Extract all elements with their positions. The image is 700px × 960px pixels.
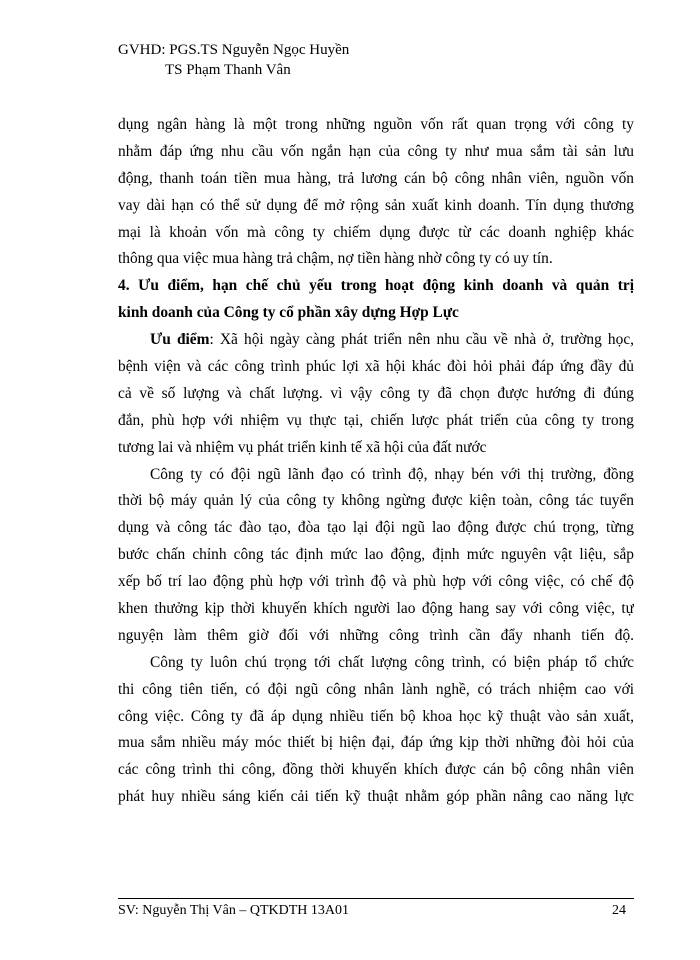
text-line: Công ty luôn chú trọng tới chất lượng công trình, có biện pháp tổ chức	[150, 653, 634, 671]
paragraph-credit-sources	[118, 112, 634, 273]
text-line: công việc. Công ty đã áp dụng nhiều tiến bộ khoa học kỹ thuật vào sản xuất,	[118, 707, 634, 725]
text-line: nhằm đáp ứng nhu cầu vốn ngắn hạn của công ty như mua sắm tài sản lưu	[118, 142, 634, 160]
text-line: vay dài hạn có thể sử dụng để mở rộng sản xuất kinh doanh. Tín dụng thương	[118, 196, 634, 214]
text-line: thi công tiên tiến, có đội ngũ công nhân lành nghề, có trách nhiệm cao với	[118, 680, 634, 698]
text-line: cả về số lượng và chất lượng. vì vậy công ty đã chọn được hướng đi đúng	[118, 384, 634, 402]
advantages-label: Ưu điểm	[150, 331, 210, 349]
text-line: dụng và công tác đào tạo, đòa tạo lại đội ngũ lao động được chú trọng, từng	[118, 519, 634, 537]
footer-author: SV: Nguyễn Thị Vân – QTKDTH 13A01	[118, 903, 349, 918]
paragraph-quality	[118, 650, 634, 811]
page-number: 24	[612, 903, 626, 918]
co-supervisor-line: TS Phạm Thanh Vân	[165, 62, 291, 78]
paragraph-advantages	[118, 327, 634, 461]
text-line: dụng ngân hàng là một trong những nguồn vốn rất quan trọng với công ty	[118, 116, 634, 133]
text-line: các công trình thi công, đồng thời khuyến khích được cán bộ công nhân viên	[118, 761, 634, 779]
document-body	[118, 112, 634, 811]
text-line: động, thanh toán tiền mua hàng, trả lương cán bộ công nhân viên, nguồn vốn	[118, 169, 634, 187]
text-line: thông qua việc mua hàng trả chậm, nợ tiền hàng nhờ công ty có uy tín.	[118, 250, 553, 268]
text-line: tương lai và nhiệm vụ phát triển kinh tế xã hội của đất nước	[118, 438, 487, 456]
supervisor-line: GVHD: PGS.TS Nguyễn Ngọc Huyền	[118, 42, 350, 58]
text-line: thời bộ máy quản lý của công ty không ngừng được kiện toàn, công tác tuyển	[118, 492, 634, 510]
text-line: bước chấn chỉnh công tác định mức lao động, định mức nguyên vật liệu, sắp	[118, 546, 634, 564]
text-line: đắn, phù hợp với nhiệm vụ thực tại, chiến lược phát triển của công ty trong	[118, 411, 634, 429]
text-line: mại là khoản vốn mà công ty chiếm dụng được từ các doanh nghiệp khác	[118, 223, 634, 241]
text-line: phát huy nhiều sáng kiến cải tiến kỹ thuật nhằm góp phần nâng cao năng lực	[118, 788, 634, 806]
page-header	[118, 40, 598, 80]
text-line: nguyện làm thêm giờ đối với những công trình cần đẩy nhanh tiến độ.	[118, 626, 634, 644]
section-heading	[118, 273, 634, 327]
heading-line: 4. Ưu điểm, hạn chế chủ yếu trong hoạt động kinh doanh và quản trị	[118, 277, 634, 295]
text-line: mua sắm nhiều máy móc thiết bị hiện đại, đáp ứng kịp thời những đòi hỏi của	[118, 734, 634, 752]
text-line: xếp bố trí lao động phù hợp với trình độ và phù hợp với công việc, có chế độ	[118, 573, 634, 591]
advantages-first-line: : Xã hội ngày càng phát triển nên nhu cầu về nhà ở, trường học,	[209, 331, 634, 349]
text-line: khen thưởng kịp thời khuyến khích người lao động hang say với công việc, tự	[118, 600, 634, 618]
text-line	[118, 327, 634, 354]
paragraph-leadership	[118, 462, 634, 650]
text-line: bệnh viện và các công trình phúc lợi xã hội khác đòi hỏi phải đáp ứng đầy đủ	[118, 358, 634, 376]
heading-line: kinh doanh của Công ty cổ phần xây dựng Hợp Lực	[118, 304, 459, 322]
footer-divider	[118, 898, 634, 899]
text-line: Công ty có đội ngũ lãnh đạo có trình độ, nhạy bén với thị trường, đồng	[150, 465, 634, 483]
